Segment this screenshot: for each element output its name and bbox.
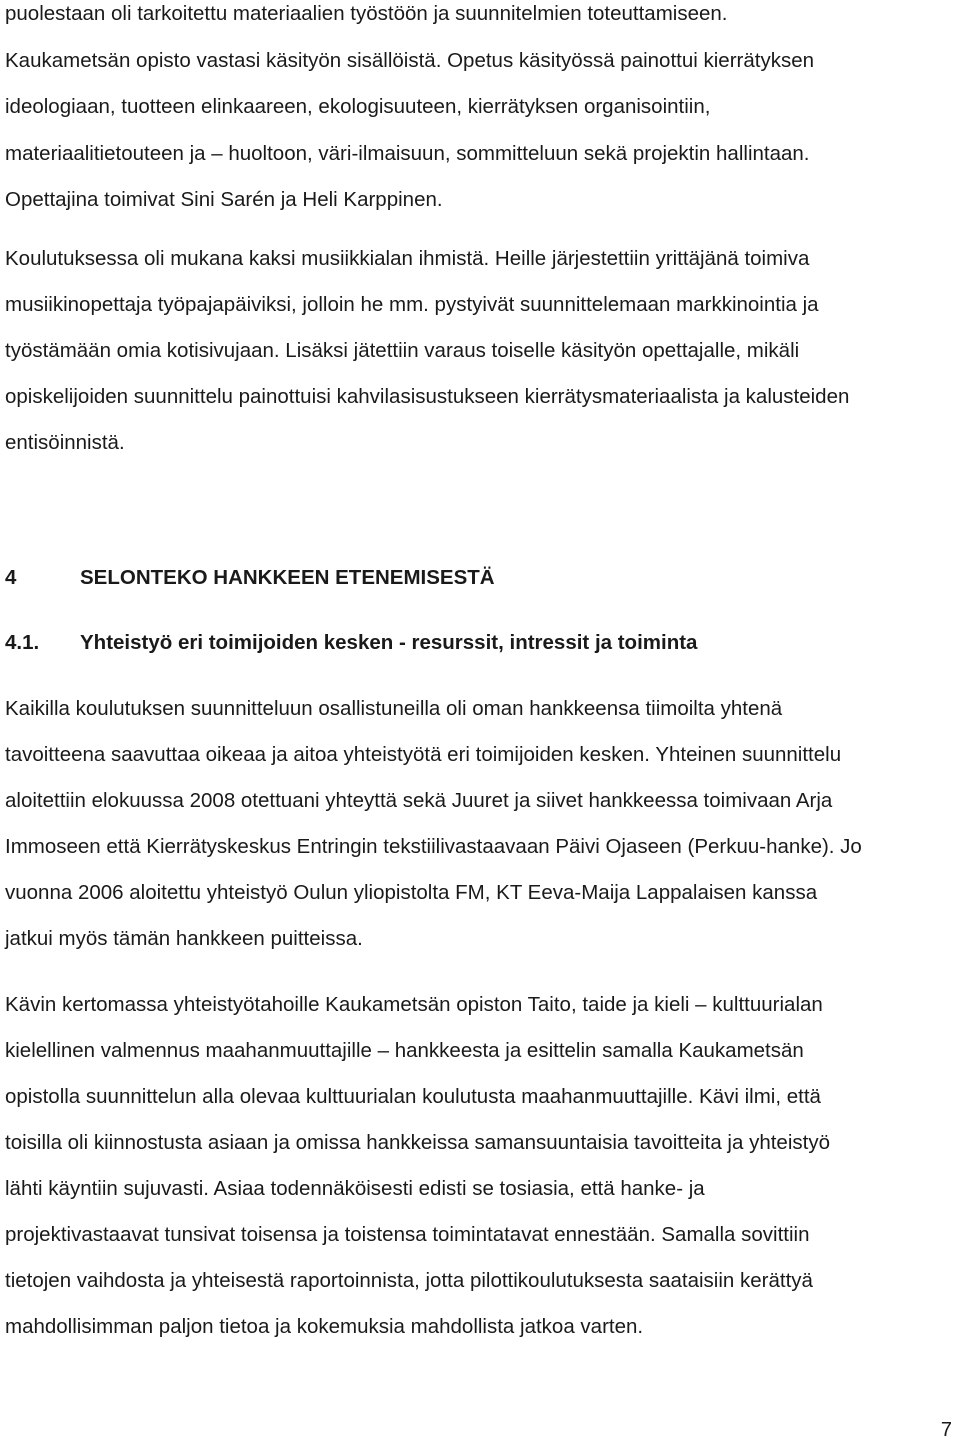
- text-line: musiikinopettaja työpajapäiviksi, jolloin he mm. pystyivät suunnittelemaan markkinointia ja: [5, 293, 819, 316]
- section-heading: [5, 563, 495, 593]
- text-line: puolestaan oli tarkoitettu materiaalien työstöön ja suunnitelmien toteuttamiseen.: [5, 2, 728, 25]
- text-line: mahdollisimman paljon tietoa ja kokemuksia mahdollista jatkoa varten.: [5, 1315, 644, 1338]
- text-line: Kaikilla koulutuksen suunnitteluun osallistuneilla oli oman hankkeensa tiimoilta yhtenä: [5, 697, 783, 720]
- text-line: Immoseen että Kierrätyskeskus Entringin tekstiilivastaavaan Päivi Ojaseen (Perkuu-hanke). Jo: [5, 835, 862, 858]
- text-line: työstämään omia kotisivujaan. Lisäksi jätettiin varaus toiselle käsityön opettajalle, mikäli: [5, 339, 800, 362]
- text-line: tavoitteena saavuttaa oikeaa ja aitoa yhteistyötä eri toimijoiden kesken. Yhteinen suunnittelu: [5, 743, 842, 766]
- paragraph-cooperation: [5, 686, 960, 962]
- text-line: entisöinnistä.: [5, 431, 125, 454]
- text-line: aloitettiin elokuussa 2008 otettuani yhteyttä sekä Juuret ja siivet hankkeessa toimivaan Arja: [5, 789, 833, 812]
- text-line: Kävin kertomassa yhteistyötahoille Kaukametsän opiston Taito, taide ja kieli – kulttuurialan: [5, 993, 823, 1016]
- text-line: vuonna 2006 aloitettu yhteistyö Oulun yliopistolta FM, KT Eeva-Maija Lappalaisen kanssa: [5, 881, 818, 904]
- section-title: SELONTEKO HANKKEEN ETENEMISESTÄ: [80, 566, 495, 589]
- text-line: Kaukametsän opisto vastasi käsityön sisällöistä. Opetus käsityössä painottui kierrätyksen: [5, 48, 814, 72]
- text-line: ideologiaan, tuotteen elinkaareen, ekologisuuteen, kierrätyksen organisointiin,: [5, 95, 711, 118]
- text-line: lähti käyntiin sujuvasti. Asiaa todennäköisesti edisti se tosiasia, että hanke- ja: [5, 1177, 705, 1200]
- text-line: toisilla oli kiinnostusta asiaan ja omissa hankkeissa samansuuntaisia tavoitteita ja yhteistyö: [5, 1131, 830, 1154]
- section-number: 4: [5, 566, 17, 589]
- subsection-number: 4.1.: [5, 631, 40, 654]
- subsection-heading: [5, 628, 697, 658]
- text-line: Opettajina toimivat Sini Sarén ja Heli Karppinen.: [5, 188, 443, 211]
- page-number: 7: [940, 1419, 952, 1441]
- intro-paragraph: [5, 0, 960, 224]
- text-line: opiskelijoiden suunnittelu painottuisi kahvilasisustukseen kierrätysmateriaalista ja kalusteiden: [5, 385, 850, 408]
- text-line: opistolla suunnittelun alla olevaa kulttuurialan koulutusta maahanmuuttajille. Kävi ilmi, että: [5, 1085, 821, 1108]
- paragraph-partners: [5, 982, 960, 1350]
- paragraph-music-participants: [5, 236, 960, 466]
- subsection-title: Yhteistyö eri toimijoiden kesken - resurssit, intressit ja toiminta: [80, 631, 698, 654]
- text-line: materiaalitietouteen ja – huoltoon, väri-ilmaisuun, sommitteluun sekä projektin hallintaan.: [5, 141, 810, 165]
- text-line: tietojen vaihdosta ja yhteisestä raportoinnista, jotta pilottikoulutuksesta saataisiin kerättyä: [5, 1269, 813, 1292]
- text-line: jatkui myös tämän hankkeen puitteissa.: [5, 927, 363, 950]
- text-line: projektivastaavat tunsivat toisensa ja toistensa toimintatavat ennestään. Samalla sovittiin: [5, 1223, 810, 1246]
- text-line: kielellinen valmennus maahanmuuttajille – hankkeesta ja esittelin samalla Kaukametsän: [5, 1039, 804, 1062]
- text-line: Koulutuksessa oli mukana kaksi musiikkialan ihmistä. Heille järjestettiin yrittäjänä toimiva: [5, 247, 810, 270]
